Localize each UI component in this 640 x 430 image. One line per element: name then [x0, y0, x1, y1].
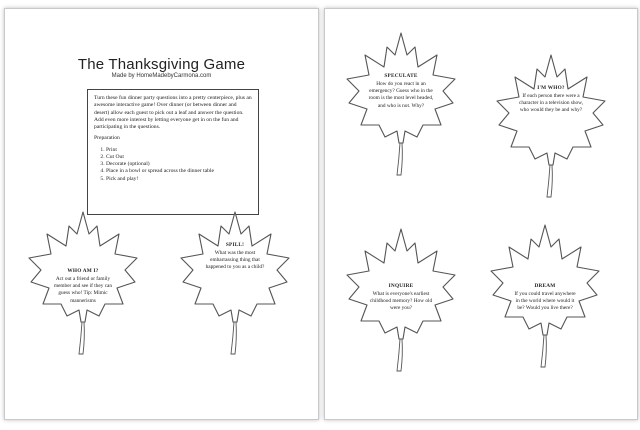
preparation-list [94, 147, 252, 183]
leaf-card-im-who [491, 47, 611, 202]
prep-step: 5. Pick and play! [106, 176, 252, 183]
leaf-card-spill [175, 204, 295, 359]
leaf-title: SPILL! [225, 242, 245, 248]
maple-leaf-icon [491, 47, 611, 202]
leaf-question: What is everyone's earliest childhood memory? How old were you? [369, 291, 433, 312]
prep-step: 1. Print [106, 147, 252, 154]
leaf-question: Act out a friend or family member and see if they can guess who! Tip: Mimic mannerisms [53, 276, 113, 304]
leaf-question: What was the most embarrassing thing that happened to you as a child? [205, 250, 265, 271]
right-page [324, 8, 638, 420]
credit-line: Made by HomeMadebyCarmona.com [111, 73, 212, 79]
prep-step: 3. Decorate (optional) [106, 161, 252, 168]
page-title: The Thanksgiving Game [77, 56, 246, 73]
leaf-title: SPECULATE [384, 73, 418, 79]
maple-leaf-icon [175, 204, 295, 359]
preparation-heading: Preparation [94, 135, 120, 142]
prep-step: 2. Cut Out [106, 154, 252, 161]
leaf-card-dream [485, 217, 605, 372]
leaf-card-who-am-i [23, 204, 143, 359]
prep-step: 4. Place in a bowl or spread across the dinner table [106, 168, 252, 175]
leaf-question: If each person there were a character in a television show, who would they be and why? [519, 93, 583, 114]
leaf-question: If you could travel anywhere in the world where would it be? Would you live there? [514, 291, 576, 312]
leaf-title: INQUIRE [388, 283, 414, 289]
leaf-title: I'M WHO? [537, 85, 565, 91]
leaf-title: DREAM [534, 283, 556, 289]
leaf-title: WHO AM I? [67, 268, 99, 274]
left-page [4, 8, 319, 420]
instructions-box [87, 89, 259, 215]
intro-text: Turn these fun dinner party questions into a pretty centerpiece, plus an awesome interactive game! Over dinner (or between dinner and desert) allow each guest to pick out a leaf and answer the question. Add even more interest by letting everyone get in on the fun and participating in the questions. [94, 95, 252, 131]
leaf-card-inquire [341, 221, 461, 376]
leaf-card-speculate [341, 25, 461, 180]
leaf-question: How do you react in an emergency? Guess who in the room is the most level headed, and who is not. Why? [368, 81, 434, 109]
